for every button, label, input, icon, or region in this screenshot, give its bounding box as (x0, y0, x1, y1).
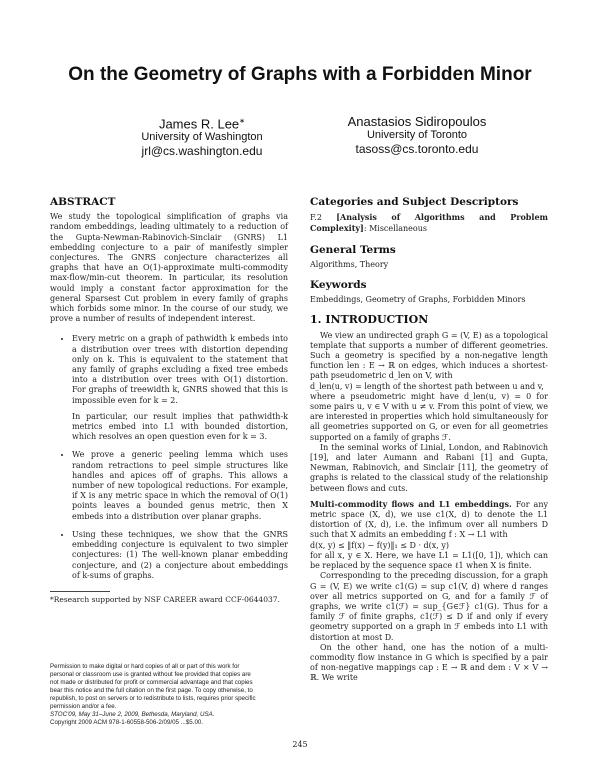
intro-paragraph: Multi-commodity flows and L1 embeddings. For any metric space (X, d), we use c1(X, d) to denote the L1 distortion of (X, d), i.e. the infimum over all numbers D such that X admits an embedding f : X → L1 with (310, 498, 548, 540)
equation: d(x, y) ≤ ‖f(x) − f(y)‖₁ ≤ D · d(x, y) (310, 540, 450, 550)
general-terms-heading: General Terms (310, 243, 396, 256)
categories-text: F.2 [Analysis of Algorithms and Problem Complexity]: Miscellaneous (310, 212, 548, 234)
author-affiliation: University of Toronto (366, 129, 468, 141)
contribution-list (50, 334, 288, 580)
author-block-2 (317, 114, 517, 157)
footnote-rule (50, 591, 110, 592)
author-affiliation: University of Washington (141, 131, 263, 144)
intro-paragraph: for all x, y ∈ X. Here, we have L1 = L1([0, 1]), which can be replaced by the sequence space ℓ1 when X is finite. (310, 550, 548, 571)
author-block-1 (102, 114, 302, 159)
categories-heading: Categories and Subject Descriptors (310, 196, 519, 208)
intro-paragraph: Corresponding to the preceding discussion, for a graph G = (V, E) we write c1(G) = sup c1(V, d) where d ranges over all metrics supported on G, and for a family ℱ of graphs, we write c1(ℱ) = sup_{G∈ℱ} c1(G). Thus for a family ℱ of finite graphs, c1(ℱ) ≤ D if and only if every geometry supported on a graph in ℱ embeds into L1 with distortion at most D. (310, 571, 548, 642)
right-column (310, 197, 548, 684)
introduction-heading: 1. INTRODUCTION (310, 313, 429, 327)
intro-paragraph: where a pseudometric might have d_len(u, v) = 0 for some pairs u, v ∈ V with u ≠ v. From this point of view, we are interested in properties which hold simultaneously for all geometries supported on G, or even for all geometries supported on a family of graphs ℱ. (310, 391, 548, 442)
left-column (50, 197, 288, 604)
author-name: James R. Lee∗ (158, 116, 246, 132)
author-email: jrl@cs.washington.edu (141, 144, 263, 159)
page-number: 245 (292, 740, 308, 749)
author-email: tasoss@cs.toronto.edu (355, 142, 479, 156)
list-item-extra: In particular, our result implies that pathwidth-k metrics embed into L1 with bounded distortion, which resolves an open question even for k = 3. (72, 411, 288, 442)
author-name: Anastasios Sidiropoulos (347, 114, 487, 129)
intro-paragraph: We view an undirected graph G = (V, E) as a topological template that supports a number of different geometries. Such a geometry is specified by a non-negative length function len : E → ℝ on edges, which induces a shortest-path pseudometric d_len on V, with (310, 330, 548, 381)
abstract-heading: ABSTRACT (50, 196, 116, 208)
list-item: • Using these techniques, we show that the GNRS embedding conjecture is equivalent to two simpler conjectures: (1) The well-known planar embedding conjecture, and (2) a conjecture about embeddings of k-sums of graphs. (72, 530, 288, 581)
equation: d_len(u, v) = length of the shortest path between u and v, (310, 381, 544, 391)
list-item: • Every metric on a graph of pathwidth k embeds into a distribution over trees with distortion depending only on k. This is equivalent to the statement that any family of graphs excluding a fixed tree embeds into a distribution over trees with O(1) distortion. For graphs of treewidth k, GNRS showed that this is impossible even for k = 2. In particular, our result implies that pathwidth-k metrics embed into L1 with bounded distortion, which resolves an open question even for k = 3. (72, 334, 288, 442)
abstract-text: We study the topological simplification of graphs via random embeddings, leading ultimately to a reduction of the Gupta-Newman-Rabinovich-Sinclair (GNRS) L1 embedding conjecture to a pair of manifestly simpler conjectures. The GNRS conjecture characterizes all graphs that have an O(1)-approximate multi-commodity max-flow/min-cut theorem. In particular, its resolution would imply a constant factor approximation for the general Sparsest Cut problem in every family of graphs which forbids some minor. In the course of our study, we prove a number of results of independent interest. (50, 212, 288, 324)
run-in-heading: Multi-commodity flows and L1 embeddings. (310, 498, 512, 509)
intro-paragraph: In the seminal works of Linial, London, and Rabinovich [19], and later Aumann and Rabani [1] and Gupta, Newman, Rabinovich, and Sinclair [11], the geometry of graphs is related to the classical study of the relationship between flows and cuts. (310, 442, 548, 493)
permission-notice: Permission to make digital or hard copies of all or part of this work for personal or classroom use is granted without fee provided that copies are not made or distributed for profit or commercial advantage and that copies bear this notice and the full citation on the first page. To copy otherwise, to republish, to post on servers or to redistribute to lists, requires prior specific permission and/or a fee. STOC'09, May 31–June 2, 2009, Bethesda, Maryland, USA. Copyright 2009 ACM 978-1-60558-506-2/09/05 ...$5.00. (50, 663, 256, 726)
intro-paragraph: On the other hand, one has the notion of a multi-commodity flow instance in G which is specified by a pair of non-negative mappings cap : E → ℝ and dem : V × V → ℝ. We write (310, 642, 548, 683)
general-terms-text: Algorithms, Theory (310, 259, 389, 269)
keywords-heading: Keywords (310, 279, 367, 292)
list-item: • We prove a generic peeling lemma which uses random retractions to peel simple structures like handles and apices off of graphs. This allows a number of new topological reductions. For example, if X is any metric space in which the removal of O(1) points leaves a bounded genus metric, then X embeds into a distribution over planar graphs. (72, 450, 288, 521)
keywords-text: Embeddings, Geometry of Graphs, Forbidden Minors (310, 295, 526, 305)
footnote: *Research supported by NSF CAREER award CCF-0644037. (50, 594, 280, 604)
paper-title: On the Geometry of Graphs with a Forbidden Minor (68, 64, 532, 85)
